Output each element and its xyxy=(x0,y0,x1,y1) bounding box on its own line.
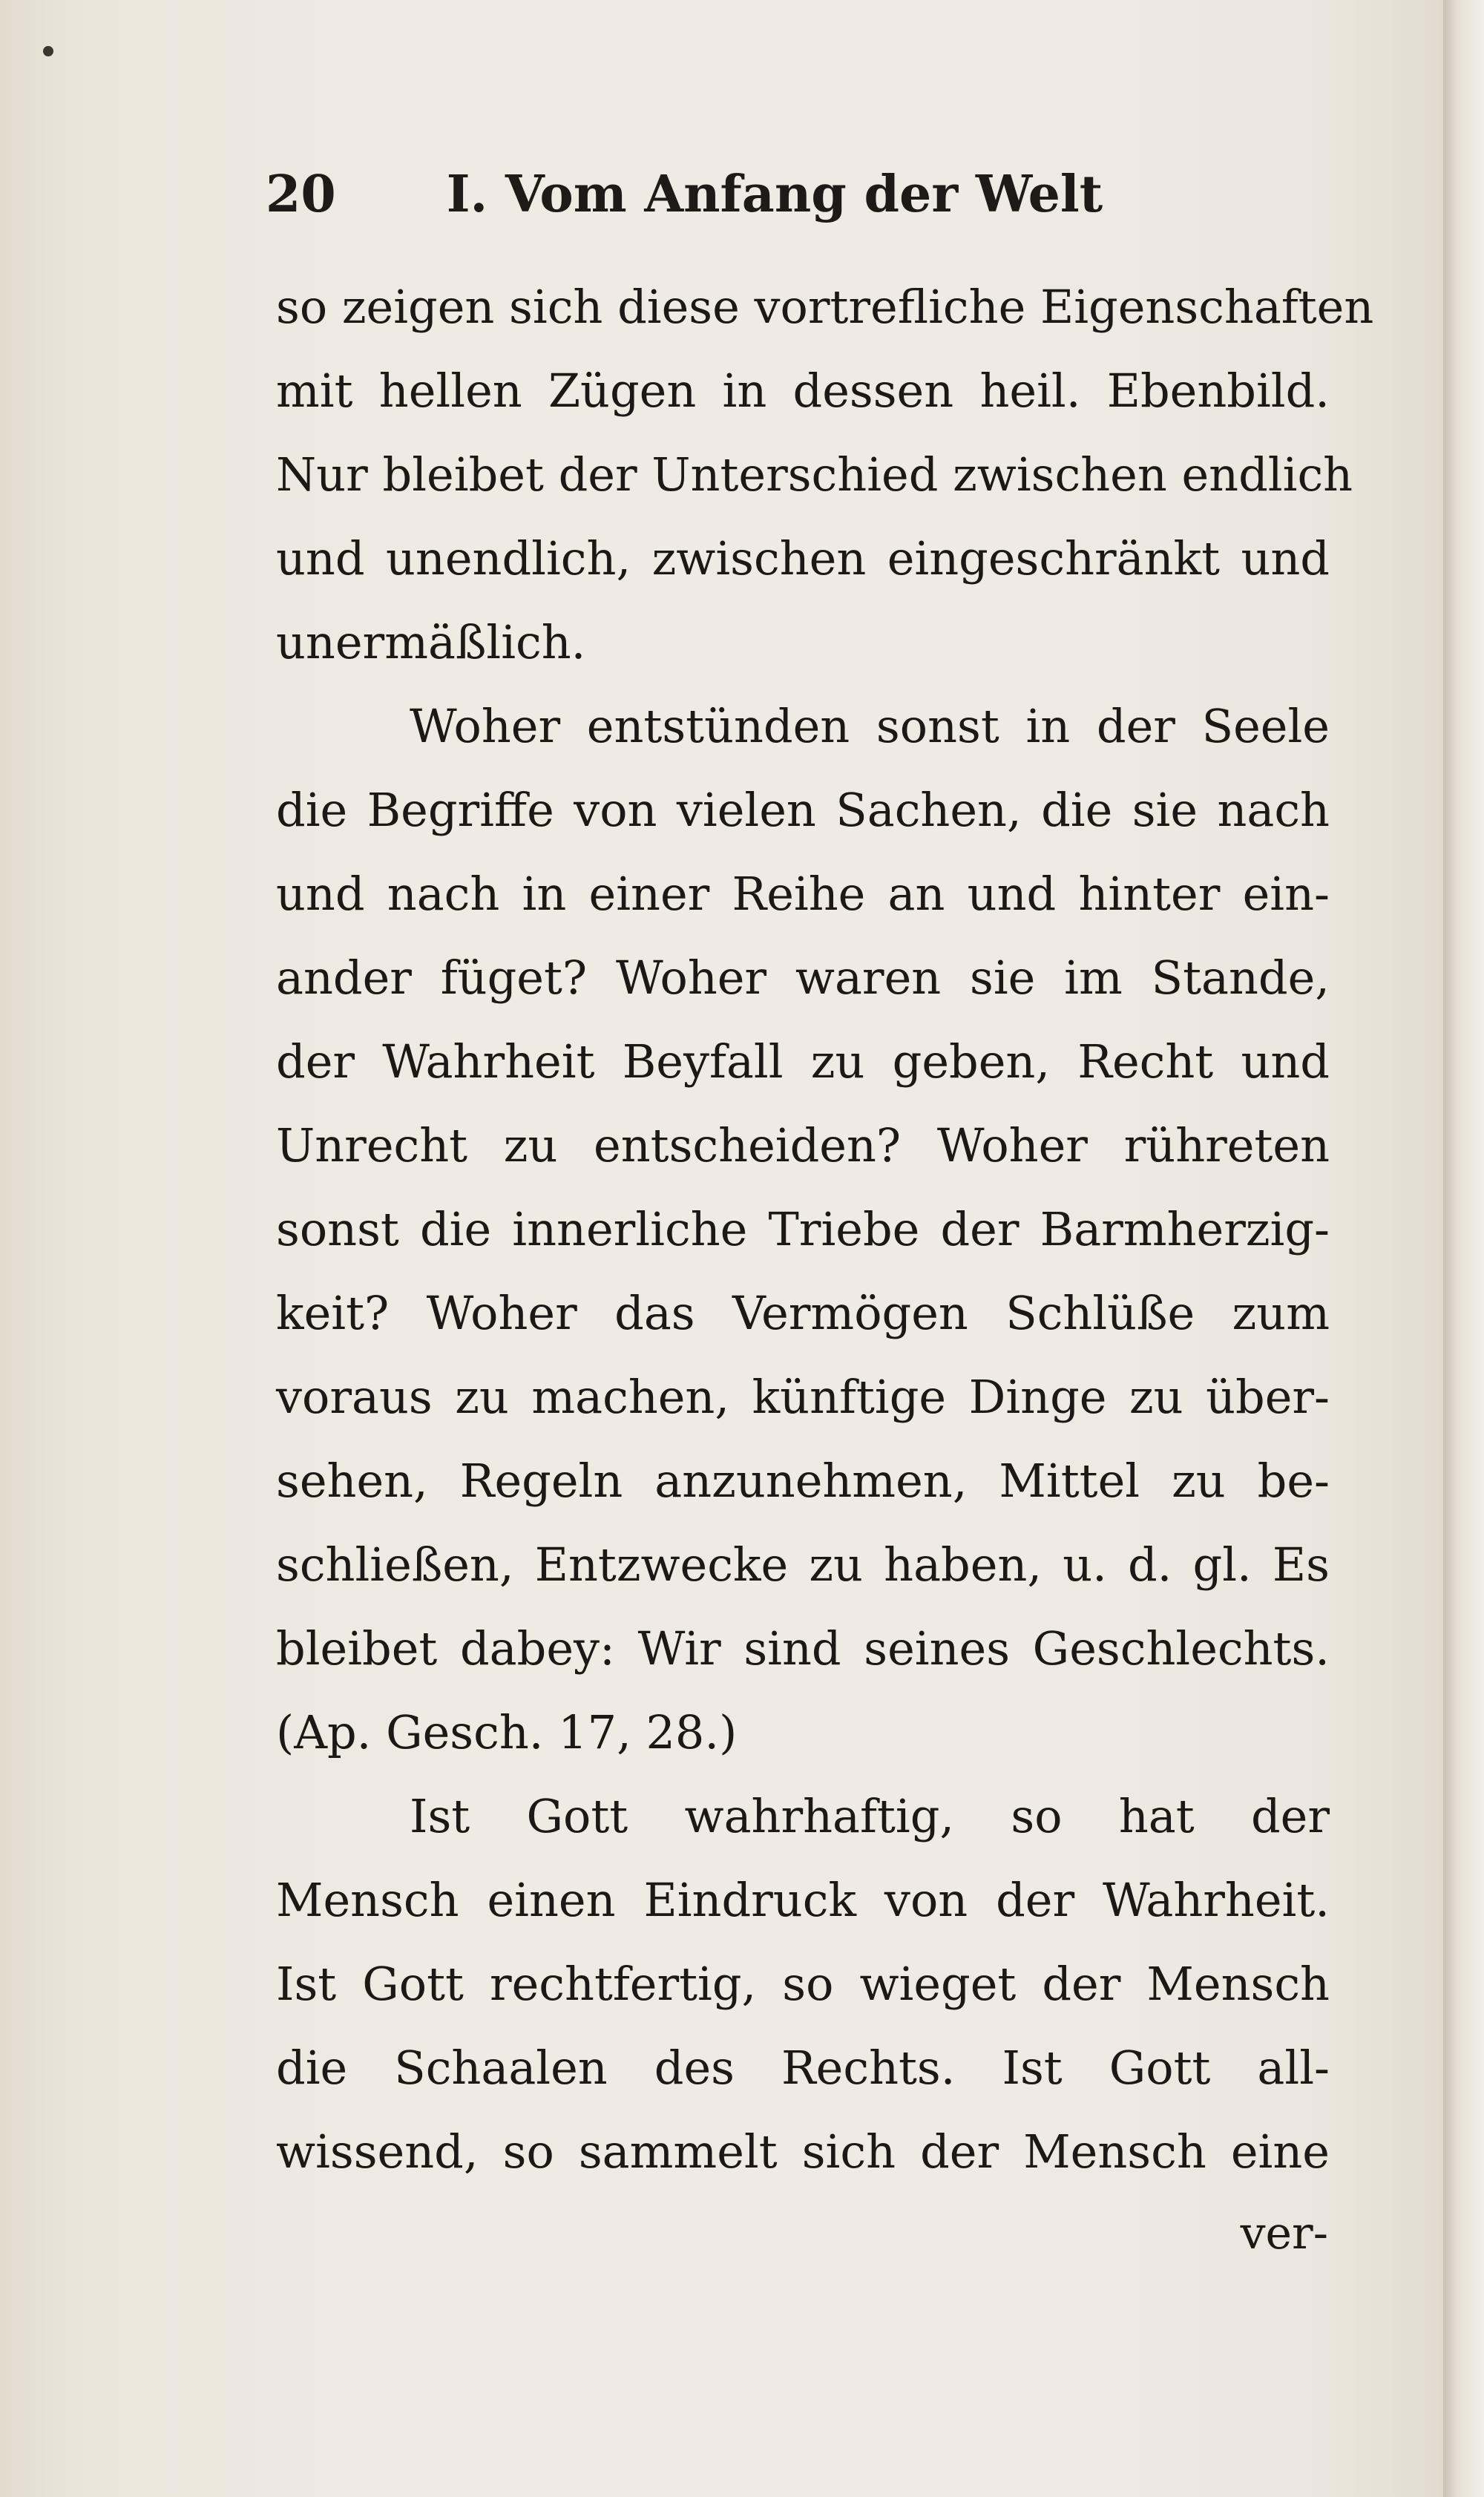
text-line: voraus zu machen, künftige Dinge zu über- xyxy=(276,1370,1330,1424)
text-line: bleibet dabey: Wir sind seines Geschlechts. xyxy=(276,1621,1330,1676)
text-line: (Ap. Gesch. 17, 28.) xyxy=(276,1705,738,1759)
text-line: keit? Woher das Vermögen Schlüße zum xyxy=(276,1286,1330,1340)
ink-speck xyxy=(43,46,53,56)
paragraph-start-line: Woher entstünden sonst in der Seele xyxy=(410,699,1330,753)
page-gutter xyxy=(1443,0,1484,2497)
text-line: unermäßlich. xyxy=(276,615,586,669)
text-line: Ist Gott rechtfertig, so wieget der Mensch xyxy=(276,1957,1330,2011)
page-header xyxy=(266,165,1304,224)
running-title: I. Vom Anfang der Welt xyxy=(446,165,1103,224)
text-line: die Schaalen des Rechts. Ist Gott all- xyxy=(276,2041,1330,2095)
catchword: ver- xyxy=(1240,2208,1328,2260)
text-line: und unendlich, zwischen eingeschränkt und xyxy=(276,531,1330,585)
text-line: der Wahrheit Beyfall zu geben, Recht und xyxy=(276,1034,1330,1089)
page-number: 20 xyxy=(266,165,336,224)
body-text xyxy=(276,265,1374,2194)
text-line: sonst die innerliche Triebe der Barmherzig- xyxy=(276,1202,1330,1256)
text-line: sehen, Regeln anzunehmen, Mittel zu be- xyxy=(276,1454,1330,1508)
text-line: so zeigen sich diese vortrefliche Eigenschaften xyxy=(276,280,1374,334)
text-line: die Begriffe von vielen Sachen, die sie nach xyxy=(276,783,1330,837)
text-line: schließen, Entzwecke zu haben, u. d. gl. Es xyxy=(276,1538,1330,1592)
text-line: Mensch einen Eindruck von der Wahrheit. xyxy=(276,1873,1330,1927)
text-line: Unrecht zu entscheiden? Woher rühreten xyxy=(276,1118,1330,1172)
text-line: und nach in einer Reihe an und hinter ein- xyxy=(276,867,1330,921)
text-line: wissend, so sammelt sich der Mensch eine xyxy=(276,2124,1330,2179)
text-line: mit hellen Zügen in dessen heil. Ebenbild. xyxy=(276,364,1330,418)
text-line: Nur bleibet der Unterschied zwischen endlich xyxy=(276,447,1353,502)
paragraph-start-line: Ist Gott wahrhaftig, so hat der xyxy=(410,1789,1330,1843)
text-line: ander füget? Woher waren sie im Stande, xyxy=(276,951,1330,1005)
